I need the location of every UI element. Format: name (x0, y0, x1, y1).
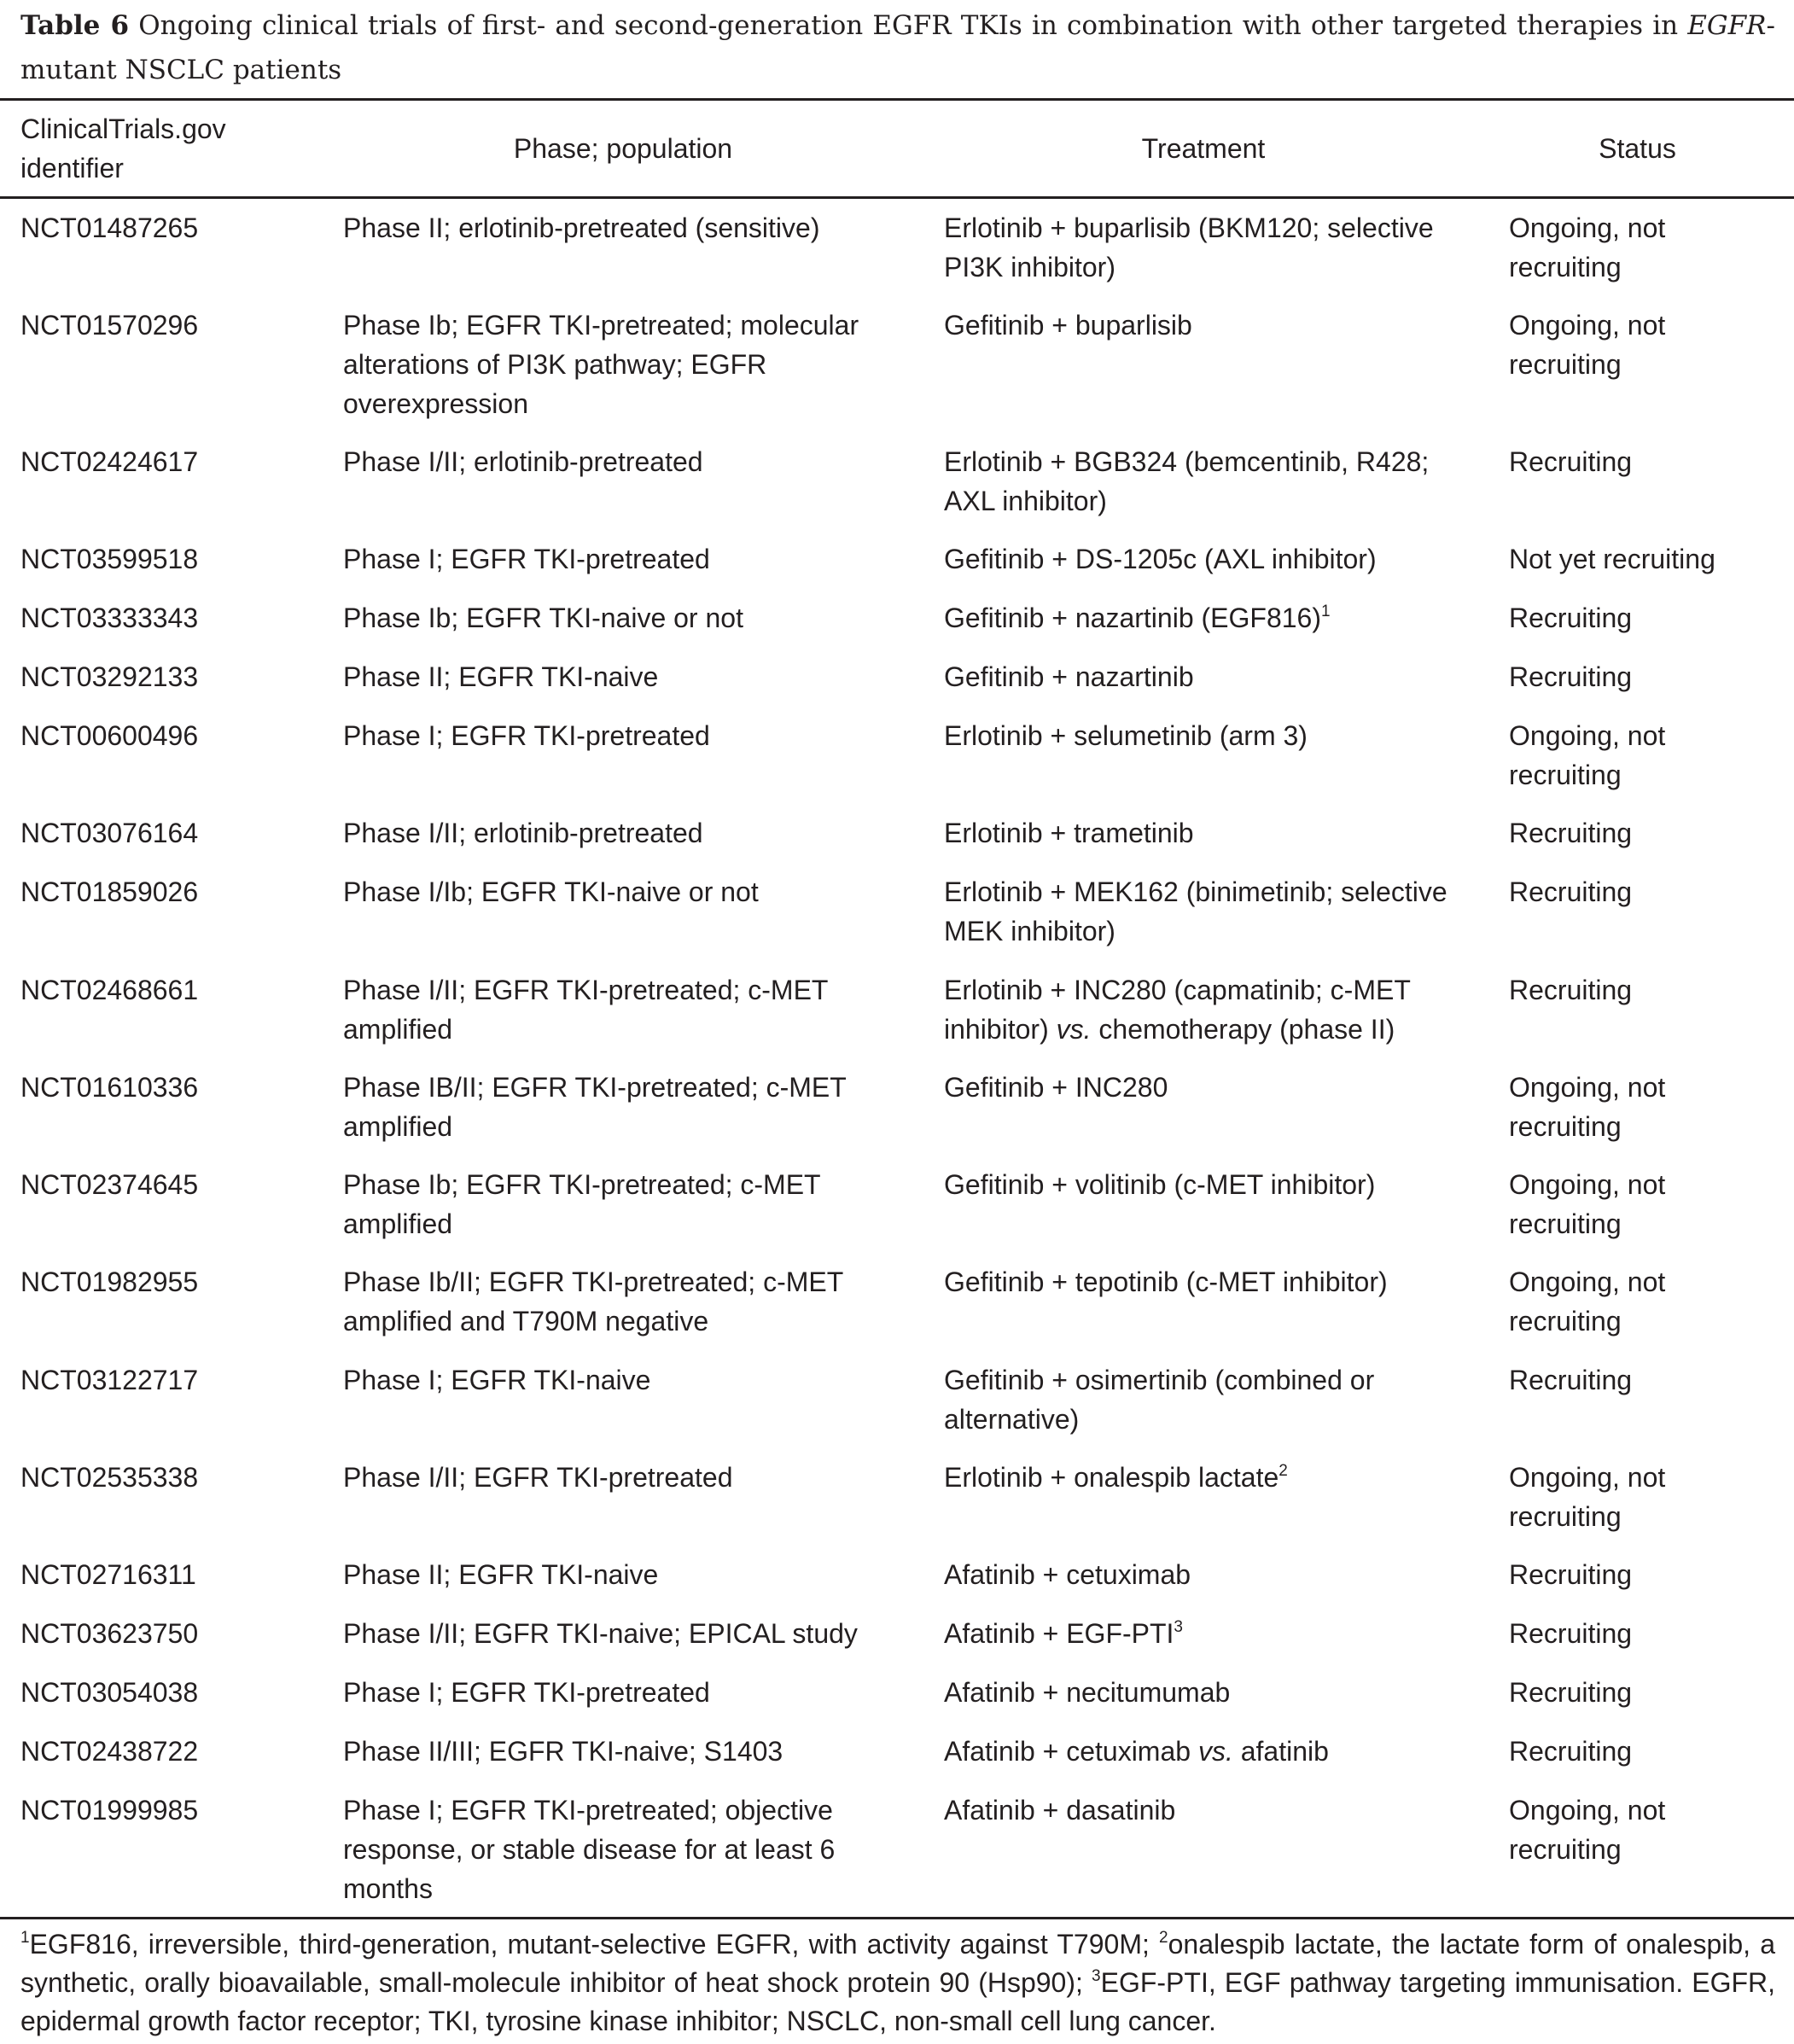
trial-identifier: NCT01570296 (20, 310, 199, 341)
phase-line: Phase IB/II; EGFR TKI-pretreated; c-MET (343, 1071, 847, 1103)
treatment-line (944, 1262, 1490, 1302)
treatment (944, 1068, 1490, 1107)
status-line: Recruiting (1509, 974, 1633, 1005)
header-phase: Phase; population (513, 133, 733, 164)
treatment-text: Afatinib + dasatinib (944, 1794, 1176, 1826)
status (1509, 442, 1791, 481)
treatment (944, 208, 1490, 287)
status-line: recruiting (1509, 1208, 1622, 1240)
phase-population (343, 1673, 906, 1712)
treatment-line (944, 1458, 1490, 1497)
caption-italic: EGFR (1687, 10, 1767, 41)
bottom-rule (0, 1917, 1794, 1919)
treatment-line (944, 539, 1490, 579)
phase-line: Phase II; erlotinib-pretreated (sensitive) (343, 213, 820, 243)
trial-identifier: NCT01487265 (20, 213, 199, 243)
phase-line: Phase Ib; EGFR TKI-pretreated; molecular (343, 310, 859, 341)
footnote-reference: 2 (1279, 1462, 1288, 1480)
phase-line: Phase II/III; EGFR TKI-naive; S1403 (343, 1736, 783, 1767)
treatment-line (944, 442, 1490, 481)
phase-line: Phase I; EGFR TKI-naive (343, 1364, 651, 1395)
treatment-line (944, 1165, 1490, 1204)
treatment-line (944, 1555, 1490, 1594)
phase-line: Phase I/II; erlotinib-pretreated (343, 818, 703, 849)
treatment-text: Afatinib + necitumumab (944, 1677, 1231, 1709)
phase-line: amplified (343, 1110, 453, 1142)
phase-line: amplified (343, 1208, 453, 1240)
phase-line: Phase I; EGFR TKI-pretreated (343, 544, 710, 575)
phase-population (343, 1791, 906, 1908)
treatment-text: Gefitinib + DS-1205c (AXL inhibitor) (944, 544, 1377, 575)
phase-population (343, 872, 906, 911)
treatment-text: afatinib (1232, 1736, 1329, 1767)
treatment (944, 1458, 1490, 1497)
treatment-text: chemotherapy (phase II) (1091, 1013, 1395, 1045)
phase-line: Phase Ib/II; EGFR TKI-pretreated; c-MET (343, 1267, 844, 1298)
phase-line: Phase Ib; EGFR TKI-pretreated; c-MET (343, 1169, 821, 1201)
table-caption (20, 3, 1775, 92)
status-line: Ongoing, not (1509, 310, 1666, 341)
treatment (944, 970, 1490, 1049)
treatment (944, 813, 1490, 853)
status-line: Ongoing, not (1509, 1071, 1666, 1103)
header-identifier-line1: ClinicalTrials.gov (20, 114, 226, 144)
treatment (944, 442, 1490, 521)
phase-population (343, 598, 906, 638)
phase-line: Phase I/II; EGFR TKI-pretreated; c-MET (343, 974, 829, 1005)
header-identifier-line2: identifier (20, 153, 124, 183)
treatment (944, 1614, 1490, 1653)
treatment (944, 716, 1490, 755)
treatment-line (944, 481, 1490, 521)
phase-population (343, 1614, 906, 1653)
treatment-italic: vs. (1197, 1736, 1233, 1767)
treatment-text: Erlotinib + MEK162 (binimetinib; selective (944, 876, 1447, 908)
phase-population (343, 1262, 906, 1341)
status-line: recruiting (1509, 1110, 1622, 1142)
status-line: Ongoing, not (1509, 1794, 1666, 1826)
treatment-text: Erlotinib + onalespib lactate (944, 1462, 1279, 1493)
treatment-text: Erlotinib + selumetinib (arm 3) (944, 720, 1308, 751)
treatment (944, 1673, 1490, 1712)
treatment-text: Erlotinib + INC280 (capmatinib; c-MET (944, 974, 1411, 1005)
status (1509, 872, 1791, 911)
treatment-line (944, 1673, 1490, 1712)
treatment-text: alternative) (944, 1403, 1080, 1435)
trial-identifier: NCT03333343 (20, 603, 199, 634)
treatment-line (944, 1732, 1490, 1771)
treatment-line (944, 716, 1490, 755)
status-line: recruiting (1509, 349, 1622, 381)
footnote-reference: 1 (1320, 603, 1331, 621)
footnote-text-1: EGF816, irreversible, third-generation, mutant-selective EGFR, with activity against T790M; (29, 1929, 1160, 1960)
status (1509, 1673, 1791, 1712)
trial-identifier: NCT02424617 (20, 446, 199, 477)
treatment (944, 539, 1490, 579)
treatment-text: Gefitinib + buparlisib (944, 310, 1192, 341)
phase-population (343, 1165, 906, 1243)
phase-line: Phase I; EGFR TKI-pretreated (343, 1677, 710, 1709)
phase-line: Phase I/II; erlotinib-pretreated (343, 446, 703, 477)
status-line: Recruiting (1509, 1364, 1633, 1395)
status-line: recruiting (1509, 1833, 1622, 1865)
treatment-line (944, 247, 1490, 287)
treatment (944, 872, 1490, 951)
treatment (944, 1165, 1490, 1204)
status (1509, 1262, 1791, 1341)
footnote-mark-1: 1 (20, 1929, 30, 1947)
phase-population (343, 1458, 906, 1497)
status (1509, 716, 1791, 795)
phase-line: Phase I/II; EGFR TKI-pretreated (343, 1462, 733, 1493)
phase-population (343, 539, 906, 579)
treatment-italic: vs. (1056, 1013, 1092, 1045)
trial-identifier: NCT02535338 (20, 1462, 199, 1493)
status-line: recruiting (1509, 252, 1622, 282)
phase-line: Phase II; EGFR TKI-naive (343, 661, 659, 693)
status (1509, 1555, 1791, 1594)
status (1509, 657, 1791, 696)
treatment-line (944, 1614, 1490, 1653)
footnote-mark-3: 3 (1092, 1967, 1101, 1985)
treatment-line (944, 1010, 1490, 1049)
status-line: Recruiting (1509, 818, 1633, 849)
treatment-line (944, 1068, 1490, 1107)
phase-line: Phase I; EGFR TKI-pretreated; objective (343, 1794, 833, 1826)
phase-line: Phase II; EGFR TKI-naive (343, 1559, 659, 1591)
phase-population (343, 208, 906, 247)
trial-identifier: NCT01999985 (20, 1794, 199, 1826)
phase-population (343, 813, 906, 853)
footnote-mark-2: 2 (1159, 1929, 1168, 1947)
phase-line: amplified (343, 1013, 453, 1045)
trial-identifier: NCT03076164 (20, 818, 199, 849)
trial-identifier: NCT03599518 (20, 544, 199, 575)
treatment (944, 1360, 1490, 1439)
treatment (944, 1791, 1490, 1830)
treatment-line (944, 970, 1490, 1010)
status-line: Recruiting (1509, 1677, 1633, 1709)
trial-identifier: NCT02438722 (20, 1736, 199, 1767)
status-line: Ongoing, not (1509, 1462, 1666, 1493)
phase-population (343, 1732, 906, 1771)
treatment-line (944, 872, 1490, 911)
trial-identifier: NCT02374645 (20, 1169, 199, 1201)
trial-identifier: NCT03292133 (20, 661, 199, 693)
treatment-line (944, 813, 1490, 853)
status-line: Recruiting (1509, 1736, 1633, 1767)
status-line: Recruiting (1509, 1559, 1633, 1591)
phase-line: overexpression (343, 388, 528, 420)
treatment (944, 657, 1490, 696)
phase-population (343, 1360, 906, 1400)
treatment-text: Gefitinib + INC280 (944, 1071, 1168, 1103)
treatment-line (944, 208, 1490, 247)
treatment-text: Gefitinib + nazartinib (EGF816) (944, 603, 1321, 634)
treatment-text: MEK inhibitor) (944, 916, 1115, 947)
status (1509, 208, 1791, 287)
status (1509, 539, 1791, 579)
treatment-text: Gefitinib + osimertinib (combined or (944, 1364, 1375, 1395)
treatment-line (944, 657, 1490, 696)
status (1509, 1732, 1791, 1771)
treatment (944, 598, 1490, 638)
top-rule (0, 98, 1794, 101)
treatment-text: Erlotinib + buparlisib (BKM120; selective (944, 213, 1434, 243)
treatment-text: Afatinib + EGF-PTI (944, 1618, 1174, 1650)
phase-line: Phase I/Ib; EGFR TKI-naive or not (343, 876, 759, 908)
caption-text: Ongoing clinical trials of first- and second-generation EGFR TKIs in combination with other targeted therapies in (129, 10, 1688, 41)
phase-line: alterations of PI3K pathway; EGFR (343, 349, 767, 381)
phase-population (343, 1068, 906, 1146)
trial-identifier: NCT01859026 (20, 876, 199, 908)
trial-identifier: NCT03623750 (20, 1618, 199, 1650)
footnote-text-3: EGF-PTI, EGF pathway targeting immunisation. EGFR, epidermal growth factor receptor; TKI, tyrosine kinase inhibitor; NSCLC, non-small cell lung cancer. (20, 1967, 1776, 2036)
treatment-text: Gefitinib + volitinib (c-MET inhibitor) (944, 1169, 1376, 1201)
status-line: recruiting (1509, 760, 1622, 790)
treatment-text: Gefitinib + nazartinib (944, 661, 1194, 693)
header-treatment: Treatment (1141, 133, 1266, 164)
trial-identifier: NCT00600496 (20, 720, 199, 751)
table-label: Table 6 (20, 10, 130, 41)
status (1509, 813, 1791, 853)
status-line: recruiting (1509, 1501, 1622, 1532)
phase-population (343, 657, 906, 696)
status (1509, 1165, 1791, 1243)
status-line: Recruiting (1509, 446, 1633, 477)
treatment-text: AXL inhibitor) (944, 486, 1107, 516)
status (1509, 598, 1791, 638)
treatment-text: Gefitinib + tepotinib (c-MET inhibitor) (944, 1267, 1388, 1298)
status-line: Recruiting (1509, 1618, 1633, 1650)
phase-line: amplified and T790M negative (343, 1306, 709, 1337)
treatment-text: Afatinib + cetuximab (944, 1559, 1191, 1591)
footnote-reference: 3 (1174, 1618, 1183, 1637)
status-line: Ongoing, not (1509, 213, 1666, 243)
treatment-text: Erlotinib + BGB324 (bemcentinib, R428; (944, 446, 1430, 477)
status-line: Ongoing, not (1509, 1169, 1666, 1201)
phase-population (343, 970, 906, 1049)
treatment (944, 1262, 1490, 1302)
phase-line: Phase Ib; EGFR TKI-naive or not (343, 603, 743, 634)
phase-line: months (343, 1872, 433, 1904)
phase-population (343, 1555, 906, 1594)
treatment-line (944, 1791, 1490, 1830)
treatment (944, 1555, 1490, 1594)
status (1509, 1068, 1791, 1146)
status-line: Not yet recruiting (1509, 544, 1715, 575)
trial-identifier: NCT01982955 (20, 1267, 199, 1298)
treatment (944, 306, 1490, 345)
status (1509, 306, 1791, 384)
status-line: Recruiting (1509, 603, 1633, 634)
phase-line: Phase I/II; EGFR TKI-naive; EPICAL study (343, 1618, 858, 1650)
treatment-line (944, 1400, 1490, 1439)
table-footnote (20, 1925, 1775, 2041)
phase-population (343, 442, 906, 481)
status (1509, 1791, 1791, 1869)
status (1509, 1458, 1791, 1536)
status (1509, 970, 1791, 1010)
treatment-line (944, 911, 1490, 951)
treatment-line (944, 598, 1490, 638)
status (1509, 1360, 1791, 1400)
status-line: Recruiting (1509, 661, 1633, 693)
caption-text-end: -mutant NSCLC patients (20, 10, 1775, 85)
status-line: Ongoing, not (1509, 1267, 1666, 1298)
header-rule (0, 196, 1794, 199)
phase-line: response, or stable disease for at least 6 (343, 1833, 836, 1865)
status-line: Ongoing, not (1509, 720, 1666, 751)
treatment-text: PI3K inhibitor) (944, 252, 1115, 282)
treatment-text: inhibitor) (944, 1013, 1057, 1045)
footnote-text-2: onalespib lactate, the lactate form of onalespib, a synthetic, orally bioavailable, small-molecule inhibitor of heat shock protein 90 (Hsp90); (20, 1929, 1775, 1998)
status-line: Recruiting (1509, 876, 1633, 908)
trial-identifier: NCT02716311 (20, 1559, 196, 1591)
phase-population (343, 716, 906, 755)
phase-population (343, 306, 906, 423)
trial-identifier: NCT03054038 (20, 1677, 199, 1709)
header-status: Status (1599, 133, 1676, 164)
treatment-text: Erlotinib + trametinib (944, 818, 1194, 849)
trial-identifier: NCT01610336 (20, 1071, 199, 1103)
treatment-line (944, 306, 1490, 345)
treatment-line (944, 1360, 1490, 1400)
status (1509, 1614, 1791, 1653)
phase-line: Phase I; EGFR TKI-pretreated (343, 720, 710, 751)
treatment (944, 1732, 1490, 1771)
trial-identifier: NCT03122717 (20, 1364, 199, 1395)
treatment-text: Afatinib + cetuximab (944, 1736, 1198, 1767)
status-line: recruiting (1509, 1306, 1622, 1337)
trial-identifier: NCT02468661 (20, 974, 199, 1005)
